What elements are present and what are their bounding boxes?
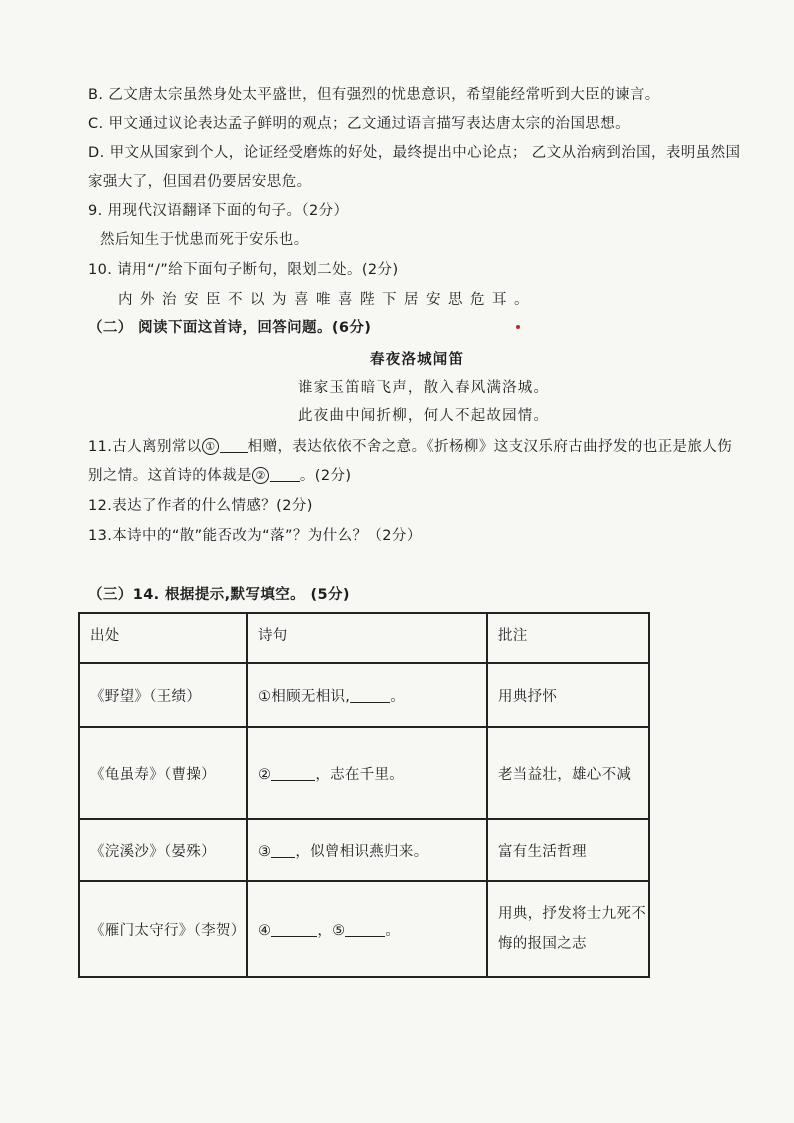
verse-text: ④ [258, 922, 272, 939]
table-row [79, 663, 649, 727]
section-2-heading: （二） 阅读下面这首诗，回答问题。(6分) [88, 320, 372, 336]
option-b: B. 乙文唐太宗虽然身处太平盛世，但有强烈的忧患意识，希望能经常听到大臣的谏言。 [88, 87, 660, 103]
row-verse [247, 819, 487, 881]
dictation-table [78, 612, 650, 978]
answer-blank-row4b[interactable] [345, 921, 385, 937]
row-source: 《龟虽寿》（曹操） [79, 727, 247, 819]
question-11-text-a: 11.古人离别常以 [88, 439, 202, 455]
verse-text: ，⑤ [317, 922, 346, 939]
ink-dot [516, 325, 520, 329]
verse-text: ② [258, 766, 272, 783]
header-note: 批注 [487, 613, 649, 663]
question-11-text-d: 。(2分) [299, 468, 352, 484]
question-9-sentence: 然后知生于忧患而死于安乐也。 [100, 232, 309, 248]
row-note: 用典抒怀 [487, 663, 649, 727]
question-11-text-c: 别之情。这首诗的体裁是 [88, 468, 252, 484]
verse-text: ，似曾相识燕归来。 [295, 843, 429, 860]
verse-text: 。 [385, 922, 401, 939]
answer-blank-row2[interactable] [271, 765, 315, 781]
row-note [487, 881, 649, 977]
header-verse: 诗句 [247, 613, 487, 663]
verse-text: ①相顾无相识, [258, 688, 351, 705]
table-header-row [79, 613, 649, 663]
question-13: 13.本诗中的“散”能否改为“落”？为什么？（2分） [88, 528, 422, 544]
question-9-prompt: 9. 用现代汉语翻译下面的句子。（2分） [88, 203, 349, 219]
note-line: 悔的报国之志 [498, 936, 587, 952]
row-note: 富有生活哲理 [487, 819, 649, 881]
row-verse [247, 663, 487, 727]
answer-blank-2[interactable] [270, 466, 300, 482]
header-source: 出处 [79, 613, 247, 663]
table-row [79, 727, 649, 819]
section-3-heading: （三）14. 根据提示,默写填空。 (5分) [88, 587, 350, 603]
poem-line-1: 谁家玉笛暗飞声，散入春风满洛城。 [298, 380, 550, 396]
question-11-line2 [88, 466, 351, 486]
answer-blank-row3[interactable] [271, 842, 295, 858]
table-row [79, 881, 649, 977]
option-d-line1: D. 甲文从国家到个人，论证经受磨炼的好处，最终提出中心论点； 乙文从治病到治国，表明虽然国 [88, 145, 741, 161]
answer-blank-1[interactable] [220, 437, 248, 453]
option-c: C. 甲文通过议论表达孟子鲜明的观点；乙文通过语言描写表达唐太宗的治国思想。 [88, 116, 631, 132]
row-source: 《雁门太守行》（李贺） [79, 881, 247, 977]
question-12: 12.表达了作者的什么情感？(2分) [88, 498, 313, 514]
blank-marker-2: ② [252, 467, 269, 484]
table-row [79, 819, 649, 881]
row-note: 老当益壮，雄心不减 [487, 727, 649, 819]
answer-blank-row1[interactable] [350, 687, 390, 703]
note-line: 用典，抒发将士九死不 [498, 906, 646, 922]
question-10-sentence: 内外治安臣不以为喜唯喜陛下居安思危耳。 [118, 292, 536, 308]
verse-text: ，志在千里。 [315, 766, 405, 783]
question-11-line1 [88, 437, 732, 457]
option-d-line2: 家强大了，但国君仍要居安思危。 [88, 174, 312, 190]
poem-title: 春夜洛城闻笛 [370, 351, 465, 368]
verse-text: 。 [390, 688, 406, 705]
row-source: 《野望》（王绩） [79, 663, 247, 727]
poem-line-2: 此夜曲中闻折柳，何人不起故园情。 [298, 408, 550, 424]
row-verse [247, 881, 487, 977]
row-source: 《浣溪沙》（晏殊） [79, 819, 247, 881]
verse-text: ③ [258, 843, 272, 860]
blank-marker-1: ① [202, 438, 219, 455]
row-verse [247, 727, 487, 819]
answer-blank-row4a[interactable] [271, 921, 317, 937]
question-11-text-b: 相赠，表达依依不舍之意。《折杨柳》这支汉乐府古曲抒发的也正是旅人伤 [247, 439, 733, 455]
question-10-prompt: 10. 请用“/”给下面句子断句，限划二处。(2分) [88, 262, 399, 278]
